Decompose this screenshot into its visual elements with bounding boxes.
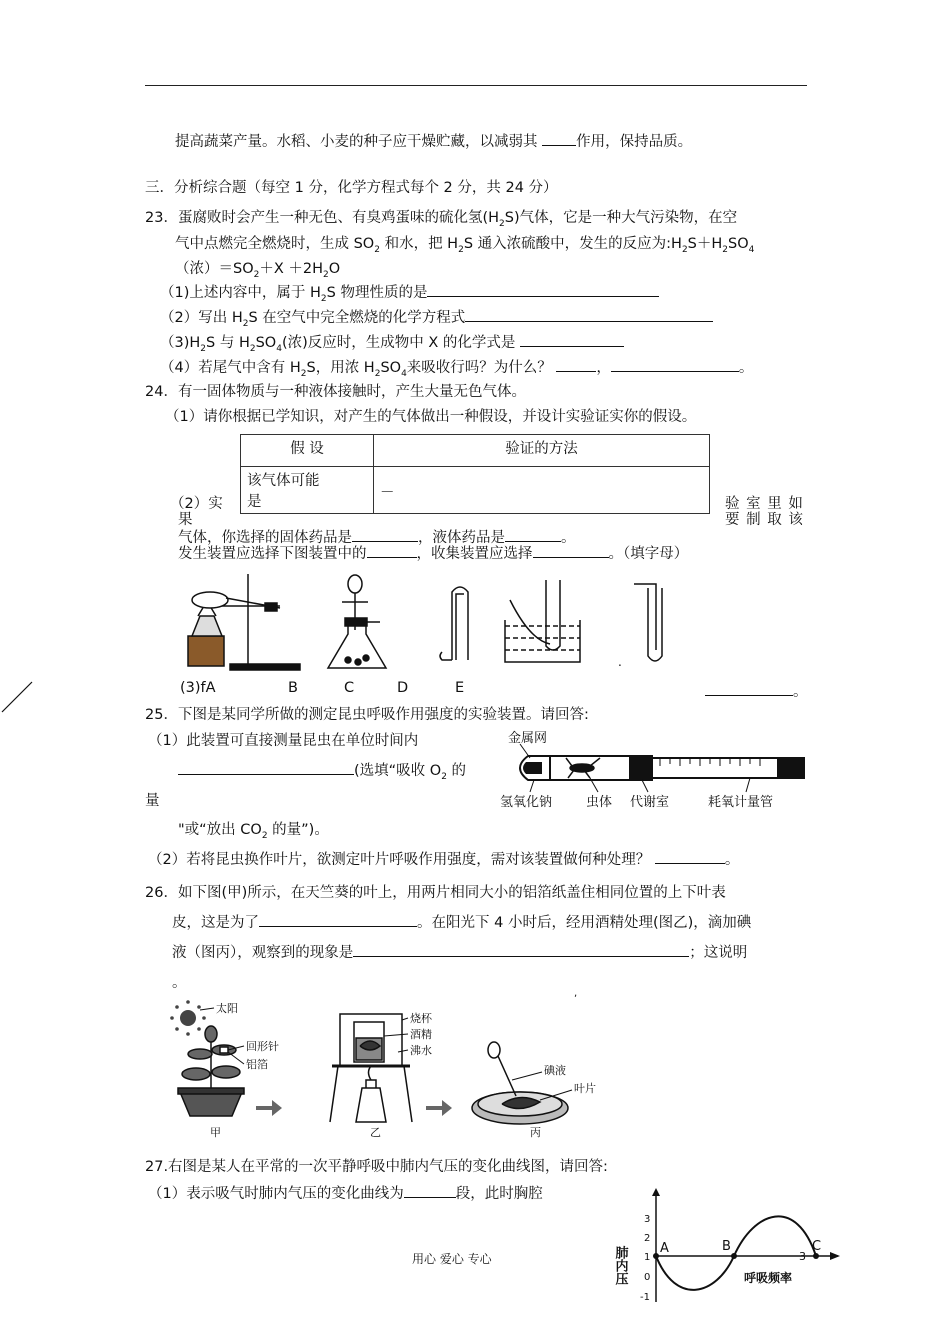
leaf-experiment-figure: [160, 996, 630, 1138]
page-footer: 用心 爱心 专心: [412, 1252, 492, 1266]
answer-blank[interactable]: [352, 527, 418, 542]
figure-label: 烧杯: [410, 1012, 432, 1025]
q24-part2: 验 室 里 如: [725, 496, 804, 512]
answer-blank[interactable]: [533, 543, 609, 558]
q24-part3-answer: 。: [705, 680, 808, 701]
q26-stem: 液（图丙），观察到的现象是 ；这说明: [172, 941, 747, 962]
answer-blank[interactable]: [404, 1183, 456, 1198]
apparatus-label: D: [397, 680, 409, 696]
answer-blank[interactable]: [556, 357, 596, 372]
plant-icon: [178, 1026, 244, 1116]
answer-blank[interactable]: [427, 282, 659, 297]
answer-blank[interactable]: [367, 543, 417, 558]
y-tick: 1: [644, 1252, 651, 1263]
figure-label: 太阳: [216, 1002, 238, 1015]
stray-mark: ,: [574, 988, 578, 999]
figure-label: 叶片: [574, 1082, 596, 1095]
respirometer-figure: [490, 728, 810, 810]
apparatus-label: E: [455, 680, 465, 696]
table-header: 验证的方法: [374, 435, 710, 467]
figure-label: 酒精: [410, 1028, 432, 1041]
header-rule: [145, 85, 807, 86]
q24-stem: 24．有一固体物质与一种液体接触时，产生大量无色气体。: [145, 384, 526, 400]
y-tick: -1: [640, 1292, 650, 1303]
figure-label: 丙: [530, 1126, 541, 1139]
point-label: C: [812, 1239, 822, 1254]
sun-icon: [170, 1000, 206, 1036]
q25-part1: 量: [145, 793, 160, 809]
q23-part4: （4）若尾气中含有 $H_2S$，用浓 $H_2SO_4$来吸收行吗？为什么？ ， 。: [160, 356, 753, 379]
figure-label: 乙: [370, 1126, 381, 1139]
table-header: 假 设: [241, 435, 374, 467]
y-tick: 3: [644, 1214, 651, 1225]
x-axis-label: 呼吸频率: [744, 1271, 793, 1285]
answer-blank[interactable]: [259, 912, 417, 927]
figure-label: 甲: [210, 1126, 221, 1139]
answer-blank[interactable]: [353, 942, 689, 957]
apparatus-c-icon: [440, 587, 468, 660]
q23-stem: （浓）$=SO_2+X +2H_2O$: [175, 261, 341, 280]
apparatus-label: (3)fA: [180, 680, 216, 696]
text-line: 提高蔬菜产量。水稻、小麦的种子应干燥贮藏，以减弱其 作用，保持品质。: [175, 130, 692, 151]
q24-part1: （1）请你根据已学知识，对产生的气体做出一种假设，并设计实验证实你的假设。: [165, 409, 697, 425]
table-cell[interactable]: 该气体可能 是: [241, 467, 374, 514]
svg-text:.: .: [618, 655, 622, 669]
apparatus-figure: [170, 570, 690, 675]
answer-blank[interactable]: [465, 307, 713, 322]
q27-stem: 27.右图是某人在平常的一次平静呼吸中肺内气压的变化曲线图，请回答:: [145, 1159, 608, 1175]
apparatus-e-icon: [634, 584, 662, 661]
insect-icon: [566, 758, 600, 778]
apparatus-a-icon: [188, 574, 300, 670]
figure-label: 金属网: [508, 731, 548, 746]
water-bath-icon: [330, 1014, 412, 1122]
q25-part2: （2）若将昆虫换作叶片，欲测定叶片呼吸作用强度，需对该装置做何种处理？ 。: [148, 848, 739, 869]
apparatus-d-icon: [505, 580, 580, 662]
petri-dish-icon: [472, 1042, 568, 1124]
hypothesis-table: [240, 434, 710, 514]
q26-stem: 皮，这是为了 。在阳光下 4 小时后，经用酒精处理(图乙)，滴加碘: [172, 911, 751, 932]
q25-stem: 25．下图是某同学所做的测定昆虫呼吸作用强度的实验装置。请回答:: [145, 707, 589, 723]
figure-label: 氢氧化钠: [500, 795, 553, 810]
figure-label: 代谢室: [630, 795, 670, 810]
figure-label: 回形针: [246, 1040, 279, 1053]
answer-blank[interactable]: [178, 760, 354, 775]
figure-label: 虫体: [586, 795, 613, 810]
q23-part3: $(3)H_2S$ 与 $H_2SO_4$(浓)反应时，生成物中 X 的化学式是: [160, 331, 624, 354]
q25-part1: (选填“吸收 $O_2$ 的: [178, 759, 466, 782]
table-cell[interactable]: －: [374, 467, 710, 514]
q24-part2: 发生装置应选择下图装置中的 ，收集装置应选择 。（填字母）: [178, 542, 688, 563]
y-tick: 2: [644, 1233, 651, 1244]
answer-blank[interactable]: [705, 681, 793, 696]
q23-part1: （1)上述内容中，属于 $H_2S$ 物理性质的是: [160, 281, 659, 304]
figure-label: 耗氧计量管: [708, 795, 774, 810]
arrow-right-icon: [426, 1100, 452, 1116]
arrow-right-icon: [256, 1100, 282, 1116]
q24-part2: 要 制 取 该: [725, 512, 804, 528]
point-label: A: [660, 1241, 669, 1256]
answer-blank[interactable]: [505, 527, 561, 542]
q26-stem: 。: [172, 975, 187, 991]
point-label: B: [722, 1239, 731, 1254]
apparatus-label: B: [288, 680, 298, 696]
answer-blank[interactable]: [520, 332, 624, 347]
q23-stem: 23．蛋腐败时会产生一种无色、有臭鸡蛋味的硫化氢$(H_2S)$气体，它是一种大气污染物，在空: [145, 210, 738, 229]
figure-label: 碘液: [544, 1064, 566, 1077]
pressure-curve-graph: [612, 1186, 846, 1306]
x-tick: 3: [799, 1250, 806, 1263]
answer-blank[interactable]: [611, 357, 739, 372]
q23-part2: （2）写出 $H_2S$ 在空气中完全燃烧的化学方程式: [160, 306, 713, 329]
margin-mark: [0, 676, 40, 716]
q25-part1: "或“放出 $CO_2$ 的量”)。: [178, 822, 329, 841]
answer-blank[interactable]: [655, 849, 725, 864]
apparatus-b-icon: [328, 575, 386, 668]
q27-part1: （1）表示吸气时肺内气压的变化曲线为 段，此时胸腔: [148, 1182, 543, 1203]
apparatus-label: C: [344, 680, 355, 696]
q26-stem: 26．如下图(甲)所示，在天竺葵的叶上，用两片相同大小的铝箔纸盖住相同位置的上下叶表: [145, 885, 726, 901]
q23-stem: 气中点燃完全燃烧时，生成 $SO_2$ 和水，把 $H_2S$ 通入浓硫酸中，发生的反应为$:H_2S+H_2SO_4$: [175, 236, 755, 255]
figure-label: 沸水: [410, 1044, 432, 1057]
y-tick: 0: [644, 1272, 651, 1283]
figure-label: 铝箔: [246, 1058, 268, 1071]
q24-part2: 气体，你选择的固体药品是 ，液体药品是 。: [178, 526, 576, 547]
q24-part2: （2）实: [170, 496, 223, 512]
q25-part1: （1）此装置可直接测量昆虫在单位时间内: [148, 733, 419, 749]
q24-part2: 果: [178, 512, 193, 528]
y-axis-label: 肺内压: [612, 1246, 628, 1285]
section-heading: 三．分析综合题（每空 1 分，化学方程式每个 2 分，共 24 分）: [145, 180, 558, 196]
